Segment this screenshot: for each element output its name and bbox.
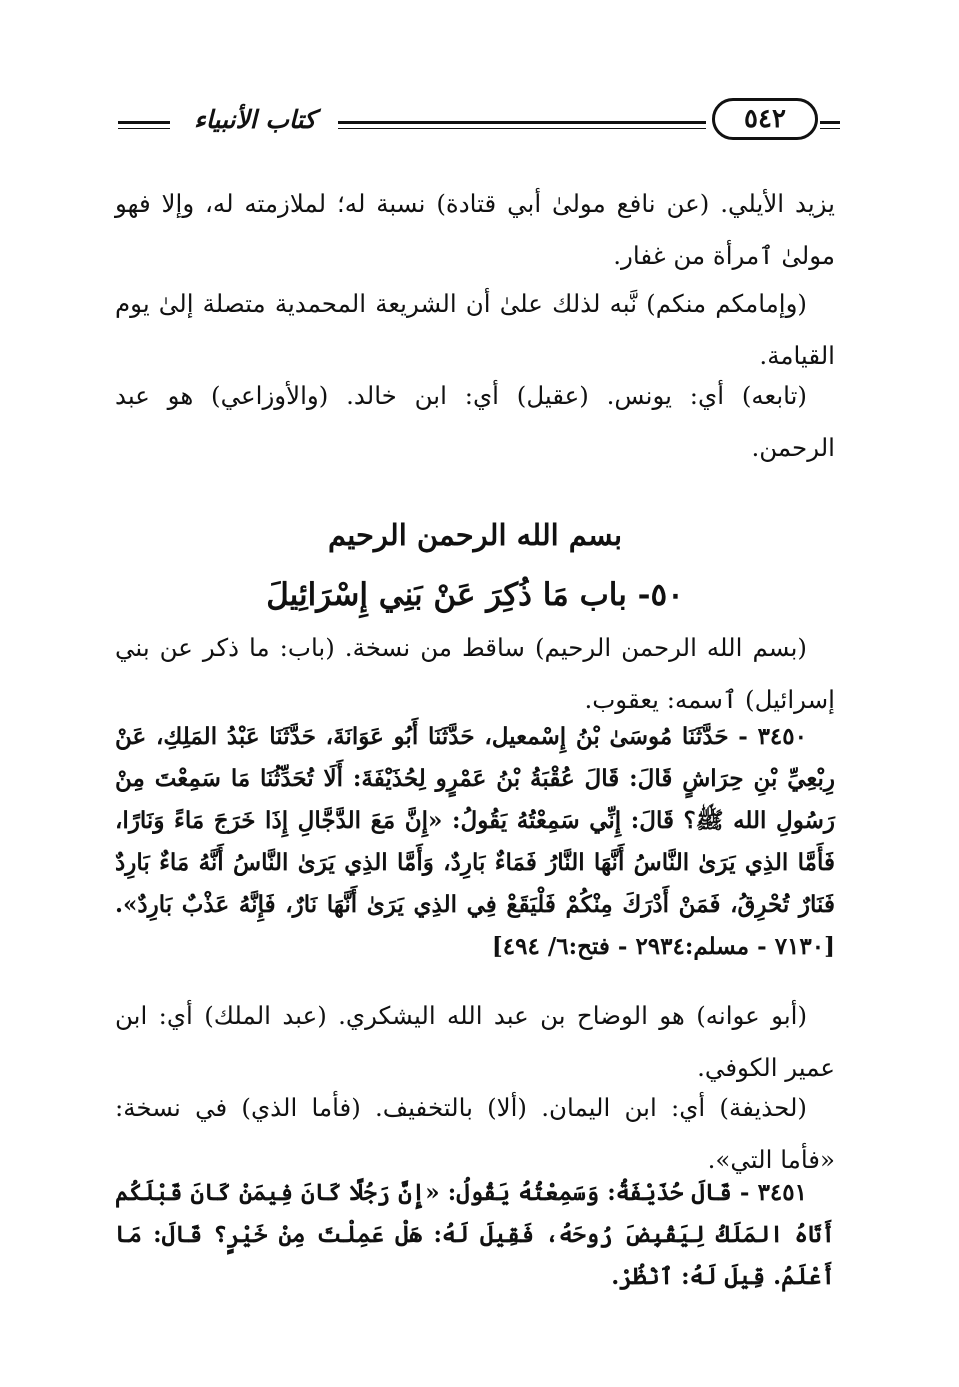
header-rule-right bbox=[820, 121, 840, 124]
basmala-heading: بسم الله الرحمن الرحيم bbox=[327, 518, 623, 552]
header-rule-middle bbox=[338, 121, 706, 124]
chapter-title: ٥٠- باب مَا ذُكِرَ عَنْ بَنِي إِسْرَائِيلَ bbox=[266, 577, 684, 613]
header-rule-left bbox=[118, 121, 170, 124]
page-number: ٥٤٢ bbox=[712, 98, 818, 140]
commentary-paragraph-1: يزيد الأيلي. (عن نافع مولىٰ أبي قتادة) نسبة له؛ لملازمته له، وإلا فهو مولىٰ ٱمرأة من غفار. bbox=[115, 189, 835, 270]
commentary-paragraph-3: (تابعه) أي: يونس. (عقيل) أي: ابن خالد. (والأوزاعي) هو عبد الرحمن. bbox=[115, 381, 835, 462]
book-title: كتاب الأنبياء bbox=[194, 105, 316, 134]
commentary-paragraph-5: (أبو عوانه) هو الوضاح بن عبد الله اليشكري. (عبد الملك) أي: ابن عمير الكوفي. bbox=[115, 1001, 835, 1082]
hadith-3451: ٣٤٥١ - قَالَ حُذَيْفَةُ: وَسَمِعْتُهُ يَقُولُ: «إِنَّ رَجُلًا كَانَ فِيمَنْ كَانَ قَبْلَكُم أَتَاهُ المَلَكُ لِيَقْبِضَ رُوحَهُ، فَقِيلَ لَهُ: هَلْ عَمِلْتَ مِنْ خَيْرٍ؟ قَالَ: مَا أَعْلَمُ. قِيلَ لَهُ: ٱنْظُرْ. bbox=[115, 1179, 835, 1290]
hadith-3450: ٣٤٥٠ - حَدَّثَنَا مُوسَىٰ بْنُ إِسْمعيل، حَدَّثَنَا أَبُو عَوَانَةَ، حَدَّثَنَا عَبْدُ المَلِكِ، عَنْ رِبْعِيِّ بْنِ حِرَاشٍ قَالَ: قَالَ عُقْبَةُ بْنُ عَمْرٍو لِحُذَيْفَةَ: أَلَا تُحَدِّثُنَا مَا سَمِعْتَ مِنْ رَسُولِ الله ﷺ؟ قَالَ: إِنِّي سَمِعْتُهُ يَقُولُ: «إِنَّ مَعَ الدَّجَّالِ إِذَا خَرَجَ مَاءً وَنَارًا، فَأَمَّا الذِي يَرَىٰ النَّاسُ أَنَّهَا النَّارُ فَمَاءٌ بَارِدٌ، وَأَمَّا الذِي يَرَىٰ النَّاسُ أَنَّهُ مَاءٌ بَارِدٌ فَنَارٌ تُحْرِقُ، فَمَنْ أَدْرَكَ مِنْكُمْ فَلْيَقَعْ فِي الذِي يَرَىٰ أَنَّهَا نَارٌ، فَإِنَّهُ عَذْبٌ بَارِدٌ». [٧١٣٠ - مسلم:٢٩٣٤ - فتح:٦/ ٤٩٤] bbox=[115, 723, 835, 960]
commentary-paragraph-2: (وإمامكم منكم) نَّبه لذلك علىٰ أن الشريعة المحمدية متصلة إلىٰ يوم القيامة. bbox=[115, 289, 835, 370]
commentary-paragraph-4: (بسم الله الرحمن الرحيم) ساقط من نسخة. (باب: ما ذكر عن بني إسرائيل) ٱسمه: يعقوب. bbox=[115, 633, 835, 714]
running-header bbox=[118, 98, 840, 158]
commentary-paragraph-6: (لحذيفة) أي: ابن اليمان. (ألا) بالتخفيف. (فأما الذي) في نسخة: «فأما التي». bbox=[115, 1093, 835, 1174]
